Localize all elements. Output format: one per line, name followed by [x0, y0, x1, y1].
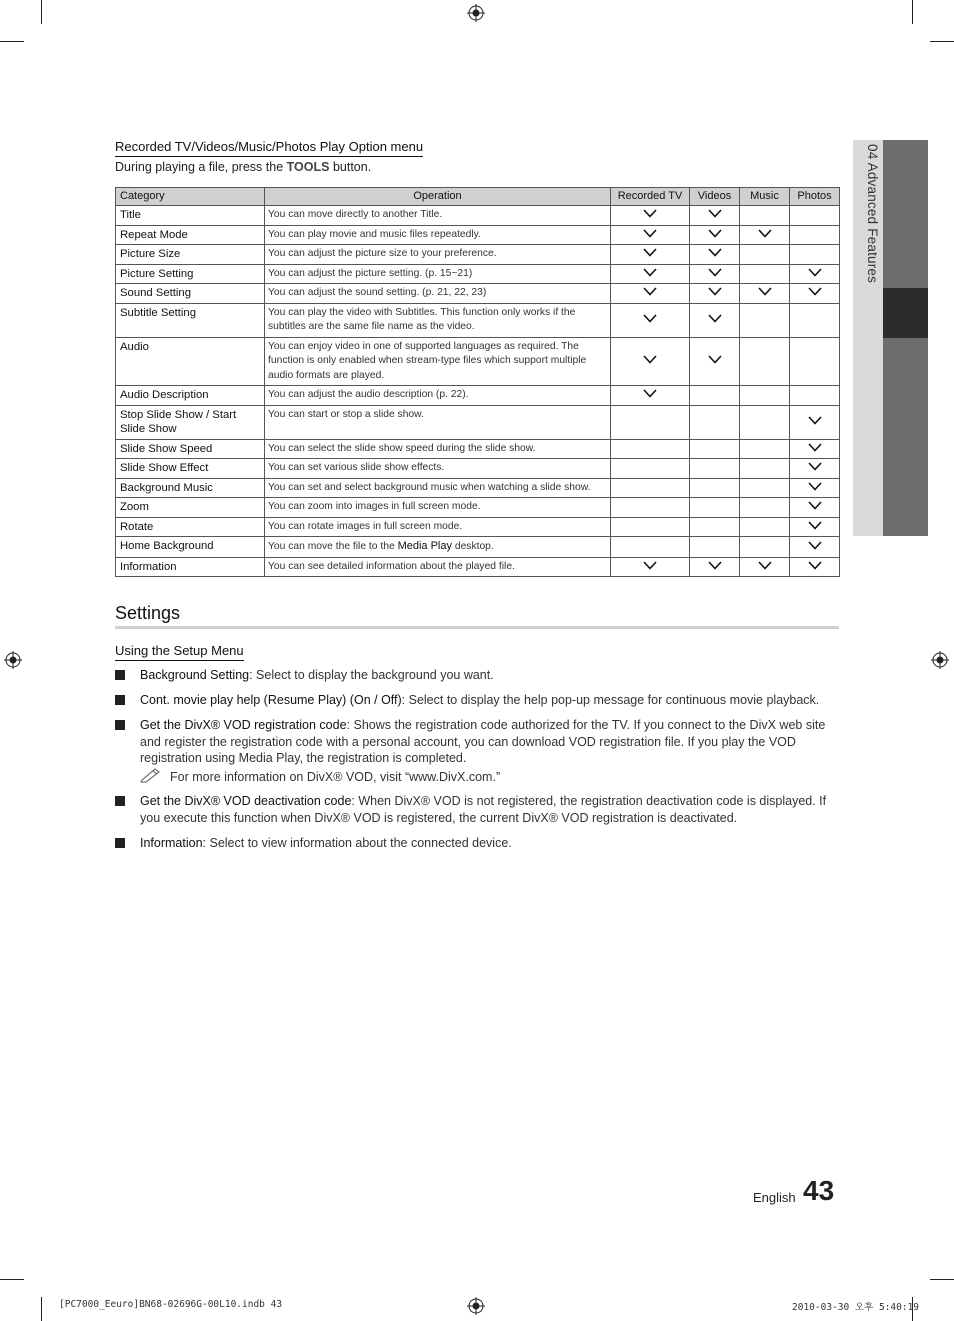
- table-row: [116, 386, 840, 406]
- cell-category: Repeat Mode: [116, 225, 265, 245]
- column-header-music: Music: [740, 188, 790, 206]
- table-row: [116, 439, 840, 459]
- cell-videos: [690, 337, 740, 386]
- table-row: [116, 206, 840, 226]
- cell-videos: [690, 459, 740, 479]
- crop-mark: [0, 1279, 24, 1280]
- cell-music: [740, 498, 790, 518]
- cell-videos: [690, 206, 740, 226]
- cell-music: [740, 337, 790, 386]
- settings-title: Settings: [115, 602, 839, 629]
- cell-photos: [790, 264, 840, 284]
- cell-category: Subtitle Setting: [116, 303, 265, 337]
- table-header-row: [116, 188, 840, 206]
- tools-key: TOOLS: [286, 160, 330, 174]
- cell-recorded-tv: [611, 225, 690, 245]
- cell-music: [740, 225, 790, 245]
- cell-photos: [790, 557, 840, 577]
- cell-photos: [790, 225, 840, 245]
- check-icon: [708, 248, 722, 257]
- cell-operation: You can adjust the picture setting. (p. 15~21): [265, 264, 611, 284]
- cell-operation: You can play the video with Subtitles. This function only works if the subtitles are the same file name as the video.: [265, 303, 611, 337]
- check-icon: [643, 314, 657, 323]
- check-icon: [758, 229, 772, 238]
- chapter-tab-active-band: [883, 288, 928, 338]
- cell-music: [740, 537, 790, 558]
- cell-videos: [690, 557, 740, 577]
- crop-mark: [41, 0, 42, 24]
- cell-videos: [690, 498, 740, 518]
- cell-category: Home Background: [116, 537, 265, 558]
- cell-recorded-tv: [611, 459, 690, 479]
- intro-text: During playing a file, press the: [115, 160, 287, 174]
- cell-videos: [690, 478, 740, 498]
- cell-photos: [790, 478, 840, 498]
- cell-operation: You can adjust the picture size to your preference.: [265, 245, 611, 265]
- check-icon: [808, 443, 822, 452]
- registration-mark-icon: [467, 1297, 485, 1315]
- registration-mark-icon: [467, 4, 485, 22]
- cell-operation: You can rotate images in full screen mode.: [265, 517, 611, 537]
- cell-videos: [690, 517, 740, 537]
- cell-operation: You can enjoy video in one of supported languages as required. The function is only enabled when stream-type files which support multiple audio formats are played.: [265, 337, 611, 386]
- cell-operation: You can zoom into images in full screen mode.: [265, 498, 611, 518]
- list-item: [115, 793, 839, 826]
- item-text: : When DivX® VOD is not registered, the registration deactivation code is displayed. If you execute this function when DivX® VOD is registered, the current DivX® VOD registration is deactivated.: [140, 794, 827, 825]
- section-title: Recorded TV/Videos/Music/Photos Play Option menu: [115, 139, 423, 157]
- divx-note: [115, 769, 839, 785]
- cell-category: Information: [116, 557, 265, 577]
- print-slug-left: [PC7000_Eeuro]BN68-02696G-00L10.indb 43: [59, 1299, 283, 1310]
- cell-category: Background Music: [116, 478, 265, 498]
- cell-photos: [790, 303, 840, 337]
- check-icon: [643, 355, 657, 364]
- cell-videos: [690, 284, 740, 304]
- check-icon: [808, 541, 822, 550]
- setup-menu-subhead: Using the Setup Menu: [115, 643, 244, 661]
- check-icon: [758, 561, 772, 570]
- column-header-photos: Photos: [790, 188, 840, 206]
- table-row: [116, 303, 840, 337]
- check-icon: [808, 561, 822, 570]
- cell-operation: You can play movie and music files repeatedly.: [265, 225, 611, 245]
- cell-music: [740, 386, 790, 406]
- item-text: : Select to display the help pop-up message for continuous movie playback.: [401, 693, 820, 707]
- cell-recorded-tv: [611, 498, 690, 518]
- item-text: : Select to display the background you want.: [249, 668, 494, 682]
- cell-photos: [790, 537, 840, 558]
- item-term: Get the DivX® VOD registration code: [140, 718, 347, 732]
- chapter-tab: [853, 140, 928, 536]
- cell-music: [740, 206, 790, 226]
- cell-category: Audio: [116, 337, 265, 386]
- bullet-square-icon: [115, 796, 125, 806]
- cell-recorded-tv: [611, 206, 690, 226]
- cell-music: [740, 557, 790, 577]
- list-item: [115, 835, 839, 852]
- list-item: [115, 717, 839, 767]
- check-icon: [808, 416, 822, 425]
- cell-recorded-tv: [611, 245, 690, 265]
- check-icon: [708, 287, 722, 296]
- cell-music: [740, 245, 790, 265]
- cell-videos: [690, 405, 740, 439]
- cell-photos: [790, 517, 840, 537]
- item-term: Background Setting: [140, 668, 250, 682]
- cell-recorded-tv: [611, 303, 690, 337]
- column-header-category: Category: [116, 188, 265, 206]
- cell-recorded-tv: [611, 284, 690, 304]
- cell-recorded-tv: [611, 478, 690, 498]
- bullet-square-icon: [115, 670, 125, 680]
- check-icon: [808, 521, 822, 530]
- cell-category: Slide Show Speed: [116, 439, 265, 459]
- table-row: [116, 225, 840, 245]
- bullet-square-icon: [115, 720, 125, 730]
- cell-operation: You can select the slide show speed during the slide show.: [265, 439, 611, 459]
- check-icon: [643, 268, 657, 277]
- cell-recorded-tv: [611, 337, 690, 386]
- page-number: 43: [803, 1175, 835, 1206]
- list-item: [115, 692, 839, 709]
- operation-text: You can move the file to the: [268, 541, 398, 552]
- table-row: [116, 478, 840, 498]
- cell-operation: You can adjust the sound setting. (p. 21, 22, 23): [265, 284, 611, 304]
- cell-recorded-tv: [611, 386, 690, 406]
- cell-videos: [690, 264, 740, 284]
- table-row: [116, 498, 840, 518]
- cell-category: Audio Description: [116, 386, 265, 406]
- table-row: [116, 405, 840, 439]
- list-item: [115, 667, 839, 684]
- column-header-videos: Videos: [690, 188, 740, 206]
- cell-operation: You can adjust the audio description (p. 22).: [265, 386, 611, 406]
- cell-photos: [790, 459, 840, 479]
- chapter-label: 04 Advanced Features: [865, 144, 880, 284]
- cell-category: Zoom: [116, 498, 265, 518]
- cell-photos: [790, 245, 840, 265]
- cell-recorded-tv: [611, 439, 690, 459]
- check-icon: [708, 355, 722, 364]
- cell-category: Stop Slide Show / Start Slide Show: [116, 405, 265, 439]
- chapter-tab-dark: [883, 140, 928, 536]
- cell-photos: [790, 386, 840, 406]
- play-option-table: [115, 187, 840, 577]
- cell-music: [740, 303, 790, 337]
- cell-photos: [790, 337, 840, 386]
- operation-text: desktop.: [451, 541, 494, 552]
- cell-music: [740, 264, 790, 284]
- crop-mark: [0, 41, 24, 42]
- cell-videos: [690, 439, 740, 459]
- item-text: : Select to view information about the connected device.: [202, 835, 512, 850]
- cell-videos: [690, 225, 740, 245]
- cell-photos: [790, 284, 840, 304]
- print-slug-right: 2010-03-30 오후 5:40:19: [792, 1302, 920, 1313]
- check-icon: [643, 561, 657, 570]
- check-icon: [643, 209, 657, 218]
- crop-mark: [912, 0, 913, 24]
- crop-mark: [41, 1297, 42, 1321]
- bullet-square-icon: [115, 838, 125, 848]
- table-row: [116, 337, 840, 386]
- cell-operation: You can move directly to another Title.: [265, 206, 611, 226]
- cell-music: [740, 439, 790, 459]
- check-icon: [643, 229, 657, 238]
- registration-mark-icon: [4, 651, 22, 669]
- check-icon: [643, 287, 657, 296]
- check-icon: [708, 229, 722, 238]
- check-icon: [708, 209, 722, 218]
- cell-videos: [690, 537, 740, 558]
- table-row: [116, 284, 840, 304]
- cell-operation: You can set and select background music when watching a slide show.: [265, 478, 611, 498]
- crop-mark: [930, 1279, 954, 1280]
- cell-music: [740, 478, 790, 498]
- column-header-recorded-tv: Recorded TV: [611, 188, 690, 206]
- check-icon: [808, 482, 822, 491]
- cell-recorded-tv: [611, 264, 690, 284]
- cell-category: Sound Setting: [116, 284, 265, 304]
- table-row: [116, 537, 840, 558]
- check-icon: [808, 268, 822, 277]
- check-icon: [708, 314, 722, 323]
- check-icon: [643, 248, 657, 257]
- cell-recorded-tv: [611, 557, 690, 577]
- registration-mark-icon: [931, 651, 949, 669]
- item-text: : Shows the registration code authorized for the TV. If you connect to the DivX web site and register the registration code with a personal account, you can download VOD registration file. If you play the VOD registration using Media Play, the registration is completed.: [140, 718, 826, 765]
- table-row: [116, 245, 840, 265]
- cell-music: [740, 405, 790, 439]
- item-term: Get the DivX® VOD deactivation code: [140, 794, 352, 808]
- cell-recorded-tv: [611, 517, 690, 537]
- footer-language: English: [753, 1190, 796, 1205]
- bullet-square-icon: [115, 695, 125, 705]
- check-icon: [808, 287, 822, 296]
- table-row: [116, 459, 840, 479]
- check-icon: [708, 561, 722, 570]
- crop-mark: [930, 41, 954, 42]
- column-header-operation: Operation: [265, 188, 611, 206]
- settings-list: [115, 667, 839, 860]
- cell-category: Picture Setting: [116, 264, 265, 284]
- cell-operation: You can set various slide show effects.: [265, 459, 611, 479]
- cell-music: [740, 517, 790, 537]
- check-icon: [643, 389, 657, 398]
- cell-category: Title: [116, 206, 265, 226]
- cell-photos: [790, 439, 840, 459]
- cell-photos: [790, 206, 840, 226]
- item-term: Cont. movie play help (Resume Play) (On / Off): [140, 693, 402, 707]
- pencil-note-icon: [140, 767, 162, 783]
- table-row: [116, 264, 840, 284]
- operation-bold-text: Media Play: [397, 540, 452, 552]
- note-text: For more information on DivX® VOD, visit “www.DivX.com.”: [170, 770, 501, 784]
- check-icon: [758, 287, 772, 296]
- check-icon: [808, 462, 822, 471]
- section-intro: [115, 160, 371, 174]
- table-row: [116, 557, 840, 577]
- table-row: [116, 517, 840, 537]
- cell-recorded-tv: [611, 405, 690, 439]
- cell-videos: [690, 245, 740, 265]
- cell-videos: [690, 303, 740, 337]
- cell-videos: [690, 386, 740, 406]
- cell-photos: [790, 498, 840, 518]
- cell-photos: [790, 405, 840, 439]
- cell-recorded-tv: [611, 537, 690, 558]
- item-term: Information: [140, 835, 203, 850]
- intro-text: button.: [329, 160, 372, 174]
- cell-music: [740, 284, 790, 304]
- check-icon: [808, 501, 822, 510]
- cell-music: [740, 459, 790, 479]
- cell-category: Slide Show Effect: [116, 459, 265, 479]
- check-icon: [708, 268, 722, 277]
- cell-category: Picture Size: [116, 245, 265, 265]
- cell-category: Rotate: [116, 517, 265, 537]
- cell-operation: [265, 537, 611, 558]
- cell-operation: You can see detailed information about the played file.: [265, 557, 611, 577]
- cell-operation: You can start or stop a slide show.: [265, 405, 611, 439]
